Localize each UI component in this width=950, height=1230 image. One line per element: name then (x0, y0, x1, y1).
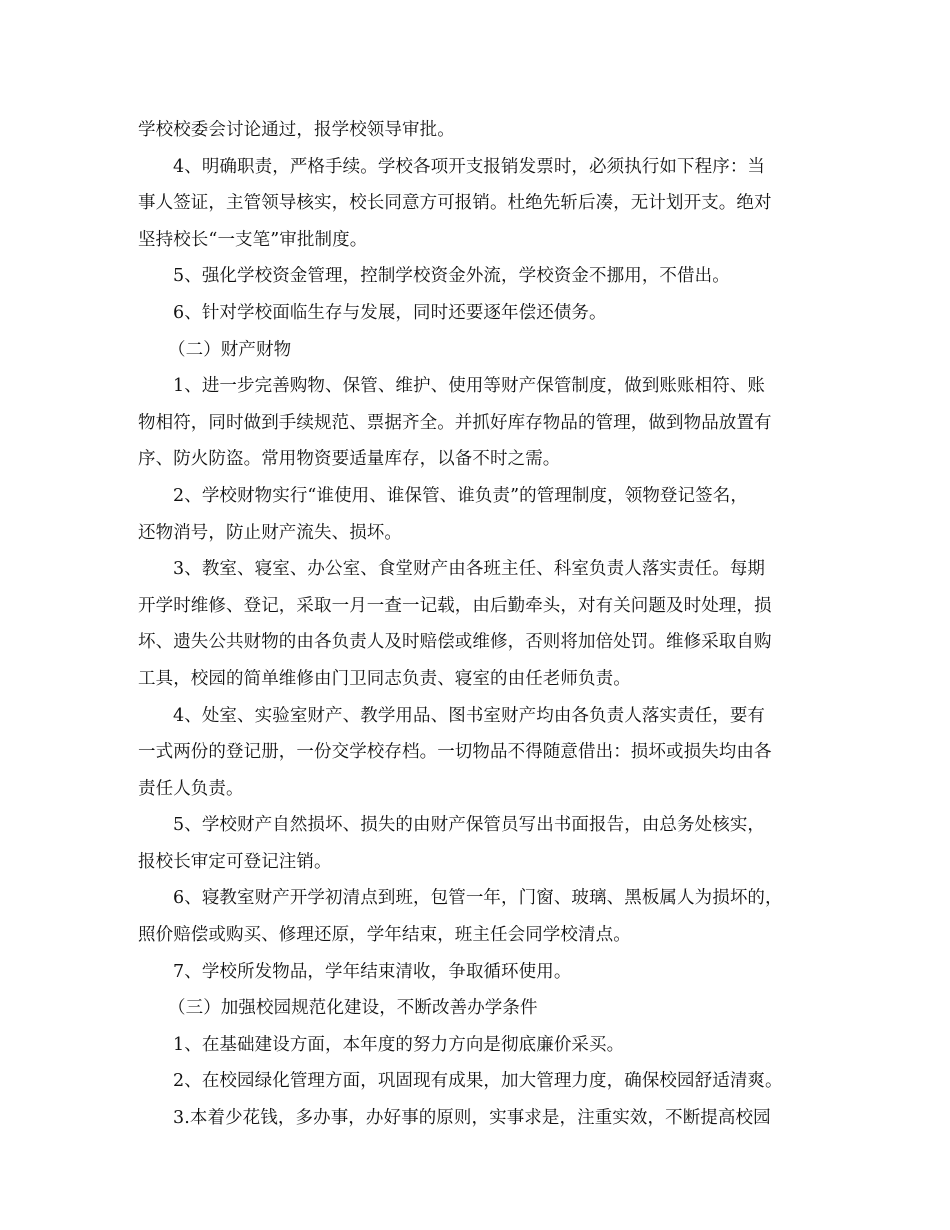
text-line: 6、寝教室财产开学初清点到班，包管一年，门窗、玻璃、黑板属人为损坏的， (173, 888, 783, 909)
text-line: 2、在校园绿化管理方面，巩固现有成果，加大管理力度，确保校园舒适清爽。 (173, 1071, 783, 1092)
text-line: 3.本着少花钱，多办事，办好事的原则，实事求是，注重实效，不断提高校园 (173, 1108, 771, 1129)
text-line: 坚持校长“一支笔”审批制度。 (138, 229, 368, 250)
text-line: 7、学校所发物品，学年结束清收，争取循环使用。 (173, 961, 572, 982)
section-heading: （三）加强校园规范化建设，不断改善办学条件 (168, 998, 538, 1019)
text-line: 4、处室、实验室财产、教学用品、图书室财产均由各负责人落实责任，要有 (173, 705, 766, 726)
text-line: 照价赔偿或购买、修理还原，学年结束，班主任会同学校清点。 (138, 925, 631, 946)
text-line: 3、教室、寝室、办公室、食堂财产由各班主任、科室负责人落实责任。每期 (173, 559, 766, 580)
text-line: 开学时维修、登记，采取一月一查一记载，由后勤牵头，对有关问题及时处理，损 (138, 595, 772, 616)
text-line: 4、明确职责，严格手续。学校各项开支报销发票时，必须执行如下程序：当 (173, 156, 766, 177)
text-line: 工具，校园的简单维修由门卫同志负责、寝室的由任老师负责。 (138, 668, 631, 689)
text-line: 6、针对学校面临生存与发展，同时还要逐年偿还债务。 (173, 302, 607, 323)
text-line: 还物消号，防止财产流失、损坏。 (138, 522, 402, 543)
text-line: 事人签证，主管领导核实，校长同意方可报销。杜绝先斩后凑，无计划开支。绝对 (138, 193, 772, 214)
document-body (138, 112, 818, 1137)
text-line: 责任人负责。 (138, 778, 244, 799)
text-line: 1、进一步完善购物、保管、维护、使用等财产保管制度，做到账账相符、账 (173, 376, 766, 397)
text-line: 序、防火防盗。常用物资要适量库存，以备不时之需。 (138, 449, 561, 470)
text-line: 学校校委会讨论通过，报学校领导审批。 (138, 120, 455, 140)
text-line: 物相符，同时做到手续规范、票据齐全。并抓好库存物品的管理，做到物品放置有 (138, 412, 772, 433)
text-line: 1、在基础建设方面，本年度的努力方向是彻底廉价采买。 (173, 1034, 625, 1055)
text-line: 5、强化学校资金管理，控制学校资金外流，学校资金不挪用，不借出。 (173, 266, 730, 287)
text-line: 坏、遗失公共财物的由各负责人及时赔偿或维修，否则将加倍处罚。维修采取自购 (138, 632, 772, 653)
text-line: 5、学校财产自然损坏、损失的由财产保管员写出书面报告，由总务处核实， (173, 815, 766, 836)
text-line: 一式两份的登记册，一份交学校存档。一切物品不得随意借出：损坏或损失均由各 (138, 742, 772, 763)
section-heading: （二）财产财物 (168, 339, 292, 360)
text-line: 2、学校财物实行“谁使用、谁保管、谁负责”的管理制度，领物登记签名， (173, 485, 748, 506)
text-line: 报校长审定可登记注销。 (138, 851, 332, 872)
